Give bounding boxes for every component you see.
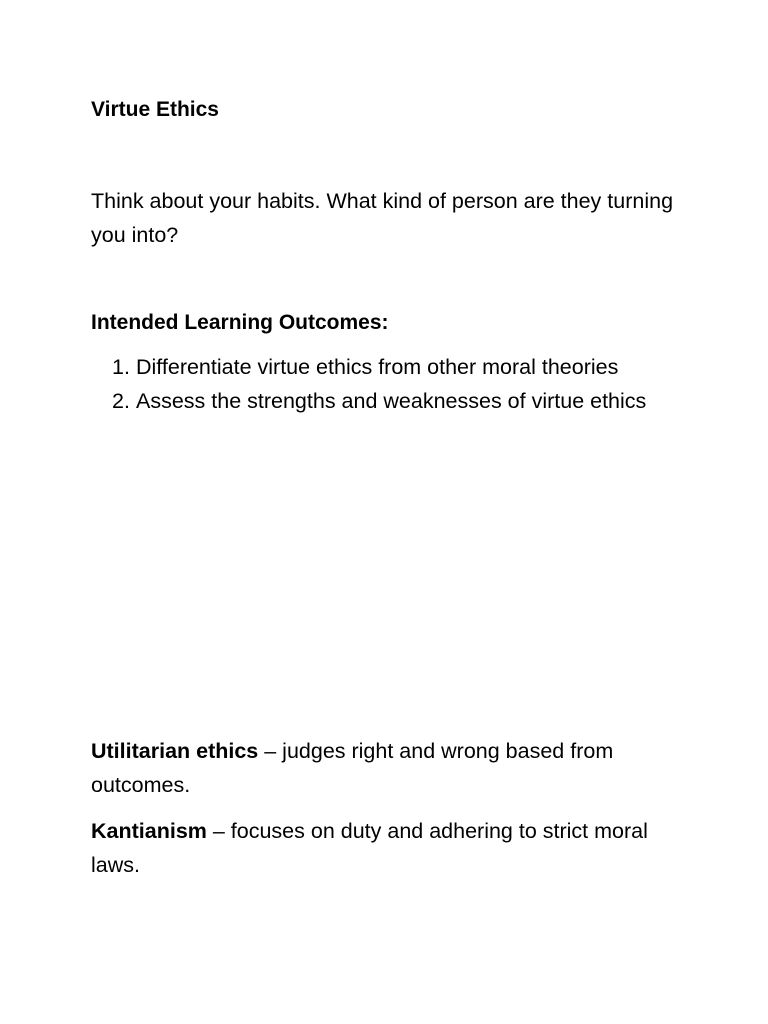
outcome-number: 1. (112, 355, 130, 379)
definition-text: judges right and wrong based from outcomes. (91, 739, 614, 797)
definition-separator: – (258, 739, 283, 763)
definition-separator: – (206, 819, 231, 843)
document-title: Virtue Ethics (91, 98, 219, 121)
outcome-item (112, 384, 732, 418)
outcomes-heading: Intended Learning Outcomes: (91, 311, 389, 334)
definition-term: Kantianism (91, 819, 207, 843)
outcome-item (112, 350, 732, 384)
definition-term: Utilitarian ethics (91, 739, 259, 763)
outcome-text: Assess the strengths and weaknesses of virtue ethics (136, 389, 647, 413)
definition-kantianism (91, 814, 681, 882)
outcomes-list (112, 350, 732, 418)
reflection-prompt: Think about your habits. What kind of person are they turning you into? (91, 189, 674, 247)
outcome-text: Differentiate virtue ethics from other moral theories (136, 355, 619, 379)
definition-text: focuses on duty and adhering to strict moral laws. (91, 819, 648, 877)
outcome-number: 2. (112, 389, 130, 413)
definition-utilitarian (91, 734, 681, 802)
